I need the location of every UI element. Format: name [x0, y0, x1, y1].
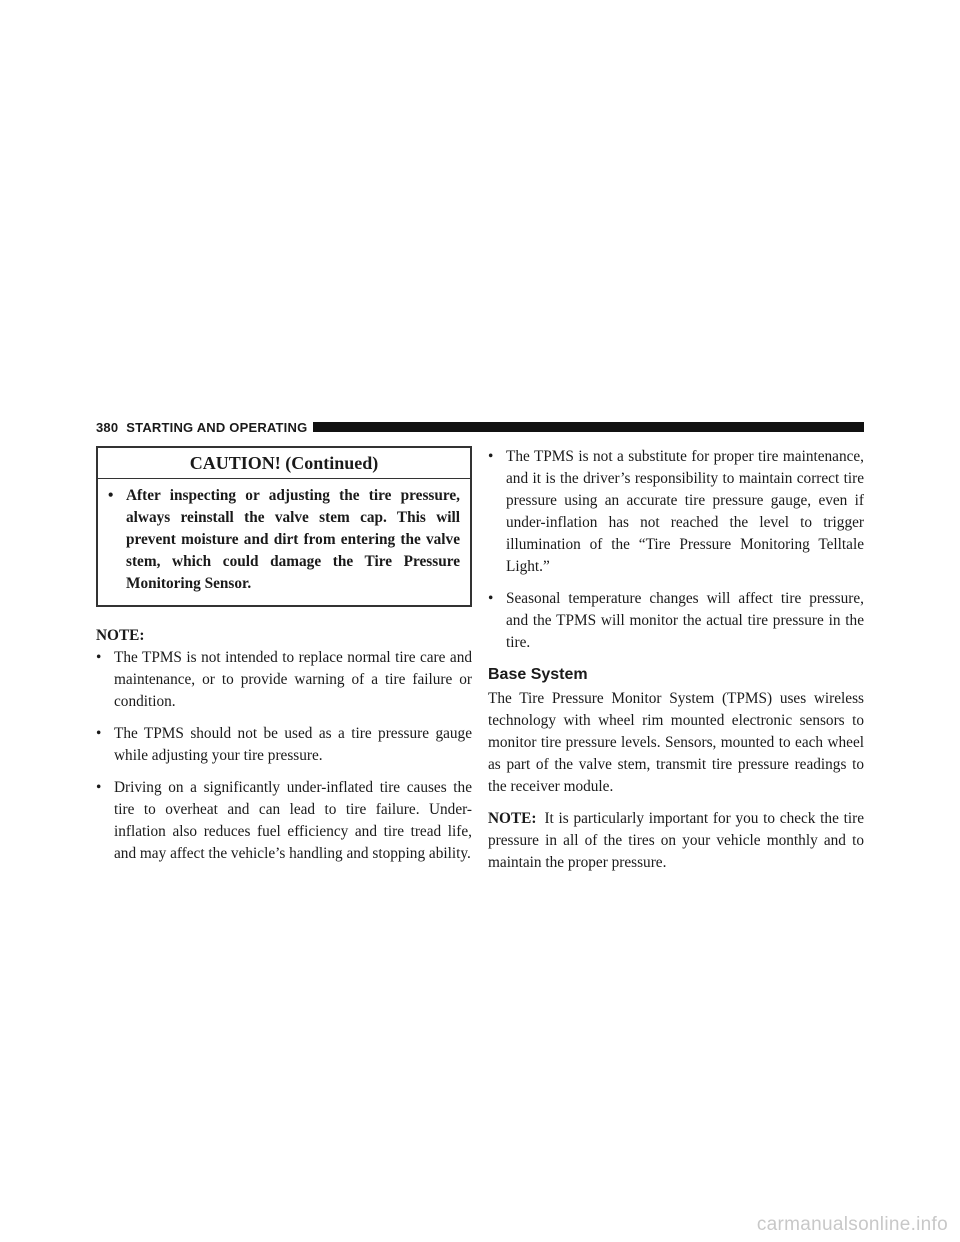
bullet-icon: •: [96, 779, 102, 796]
list-item: [96, 777, 472, 865]
note-list-left: [96, 647, 472, 865]
left-column: [96, 446, 472, 875]
watermark: carmanualsonline.info: [756, 1214, 948, 1235]
right-column: [488, 446, 864, 884]
bullet-icon: •: [96, 649, 102, 666]
note-list-right: [488, 446, 864, 654]
base-system-note: [488, 808, 864, 874]
list-item: [96, 647, 472, 713]
base-system-note-label: NOTE:: [488, 810, 537, 827]
bullet-icon: •: [488, 448, 494, 465]
list-item: [96, 723, 472, 767]
section-title: STARTING AND OPERATING: [126, 419, 308, 435]
base-system-paragraph: The Tire Pressure Monitor System (TPMS) uses wireless technology with wheel rim mounted electronic sensors to monitor tire pressure levels. Sensors, mounted to each wheel as part of the valve stem, transmit tire pressure readings to the receiver module.: [488, 690, 864, 795]
page-header: [96, 416, 864, 438]
caution-item: [98, 479, 470, 595]
list-item-text: Driving on a significantly under-inflated tire causes the tire to overheat and can lead to tire failure. Under-inflation also reduces fuel efficiency and tire tread life, and may affect the vehicle’s handling and stopping ability.: [114, 779, 472, 862]
list-item-text: The TPMS is not intended to replace normal tire care and maintenance, or to provide warning of a tire failure or condition.: [114, 649, 472, 710]
list-item-text: The TPMS should not be used as a tire pressure gauge while adjusting your tire pressure.: [114, 725, 472, 764]
page-number: 380: [96, 419, 119, 435]
base-system-heading: Base System: [488, 666, 588, 683]
list-item: [488, 588, 864, 654]
caution-title: CAUTION! (Continued): [98, 448, 470, 479]
list-item-text: Seasonal temperature changes will affect tire pressure, and the TPMS will monitor the actual tire pressure in the tire.: [506, 590, 864, 651]
caution-box: [96, 446, 472, 607]
bullet-icon: •: [108, 487, 114, 504]
caution-item-text: After inspecting or adjusting the tire pressure, always reinstall the valve stem cap. This will prevent moisture and dirt from entering the valve stem, which could damage the Tire Pressure Monitoring Sensor.: [126, 487, 460, 592]
bullet-icon: •: [488, 590, 494, 607]
list-item: [488, 446, 864, 578]
base-system-note-text: It is particularly important for you to check the tire pressure in all of the tires on your vehicle monthly and to maintain the proper pressure.: [488, 810, 864, 871]
header-rule: [313, 422, 864, 432]
bullet-icon: •: [96, 725, 102, 742]
list-item-text: The TPMS is not a substitute for proper tire maintenance, and it is the driver’s responsibility to maintain correct tire pressure using an accurate tire pressure gauge, even if under-inflation has not reached the level to trigger illumination of the “Tire Pressure Monitoring Telltale Light.”: [506, 448, 864, 575]
note-label: NOTE:: [96, 627, 145, 644]
